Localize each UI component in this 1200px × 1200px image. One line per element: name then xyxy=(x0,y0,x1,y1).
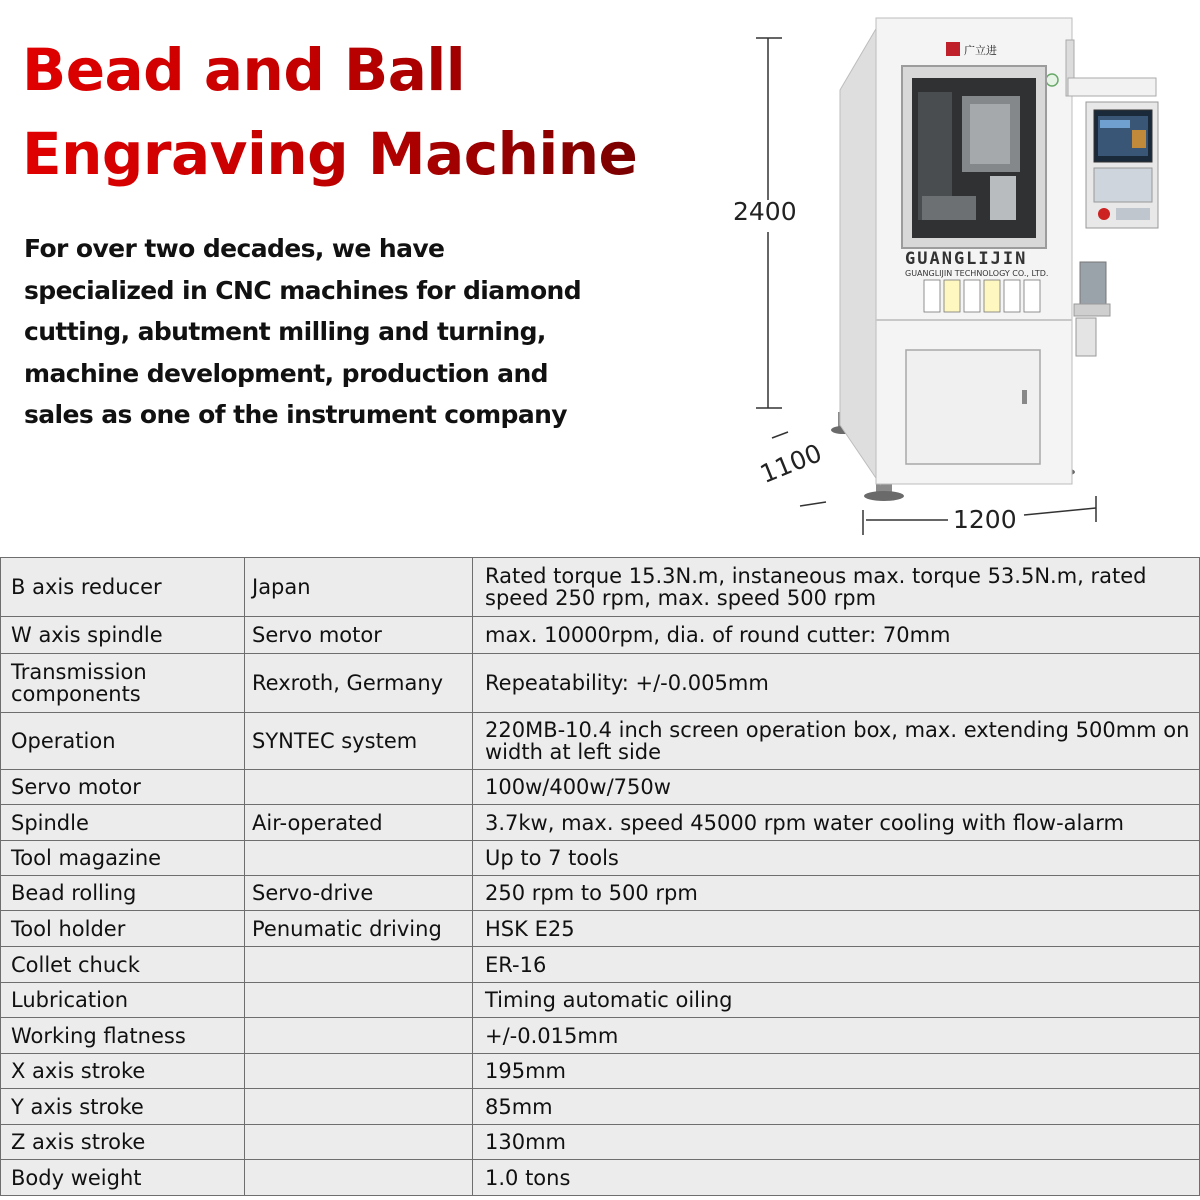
specs-table-body xyxy=(1,558,1200,1196)
spec-source xyxy=(245,1089,473,1125)
spec-row xyxy=(1,947,1200,983)
control-panel xyxy=(1086,102,1158,228)
spec-row xyxy=(1,841,1200,876)
spec-source: Servo motor xyxy=(245,617,473,654)
page-title xyxy=(22,28,637,196)
spec-item: Bead rolling xyxy=(1,876,245,911)
spec-source xyxy=(245,1018,473,1054)
spec-detail: 220MB-10.4 inch screen operation box, max. extending 500mm on width at left side xyxy=(473,713,1200,770)
dimension-depth-label: 1100 xyxy=(756,438,826,489)
cabinet-door xyxy=(906,350,1040,464)
spec-detail: ER-16 xyxy=(473,947,1200,983)
spec-row xyxy=(1,558,1200,617)
spec-detail: 100w/400w/750w xyxy=(473,770,1200,805)
status-light xyxy=(1046,74,1058,86)
spec-row xyxy=(1,770,1200,805)
spec-row xyxy=(1,654,1200,713)
spec-item: Tool holder xyxy=(1,911,245,947)
spec-item: Lubrication xyxy=(1,983,245,1018)
spec-detail: 85mm xyxy=(473,1089,1200,1125)
spec-detail: 195mm xyxy=(473,1054,1200,1089)
spec-row xyxy=(1,1018,1200,1054)
spec-row xyxy=(1,983,1200,1018)
machine-illustration xyxy=(750,15,1200,545)
spec-item: Transmission components xyxy=(1,654,245,713)
spec-source: Servo-drive xyxy=(245,876,473,911)
spec-source: SYNTEC system xyxy=(245,713,473,770)
spec-detail: +/-0.015mm xyxy=(473,1018,1200,1054)
title-line-2: Engraving Machine xyxy=(22,120,638,188)
dimension-width-label: 1200 xyxy=(953,505,1017,534)
spec-row xyxy=(1,1160,1200,1196)
spec-item: Collet chuck xyxy=(1,947,245,983)
brand-logo xyxy=(946,42,960,56)
spec-row xyxy=(1,1125,1200,1160)
spec-detail: 130mm xyxy=(473,1125,1200,1160)
spec-source xyxy=(245,841,473,876)
spec-detail: Repeatability: +/-0.005mm xyxy=(473,654,1200,713)
spec-detail: max. 10000rpm, dia. of round cutter: 70mm xyxy=(473,617,1200,654)
spec-item: Z axis stroke xyxy=(1,1125,245,1160)
spec-item: Spindle xyxy=(1,805,245,841)
spec-item: W axis spindle xyxy=(1,617,245,654)
spec-row xyxy=(1,617,1200,654)
spec-item: Operation xyxy=(1,713,245,770)
title-line-1: Bead and Ball xyxy=(22,36,466,104)
spec-detail: 250 rpm to 500 rpm xyxy=(473,876,1200,911)
spec-detail: Timing automatic oiling xyxy=(473,983,1200,1018)
spec-item: Body weight xyxy=(1,1160,245,1196)
spec-source: Rexroth, Germany xyxy=(245,654,473,713)
spec-source: Air-operated xyxy=(245,805,473,841)
spec-source xyxy=(245,947,473,983)
spec-detail: 1.0 tons xyxy=(473,1160,1200,1196)
spec-item: Tool magazine xyxy=(1,841,245,876)
spec-source: Penumatic driving xyxy=(245,911,473,947)
spec-source xyxy=(245,770,473,805)
specs-table xyxy=(0,557,1200,1196)
spec-source: Japan xyxy=(245,558,473,617)
spec-source xyxy=(245,1054,473,1089)
handheld-pendant xyxy=(1076,318,1096,356)
brand-name: GUANGLIJIN xyxy=(905,249,1028,269)
spec-item: X axis stroke xyxy=(1,1054,245,1089)
spec-row xyxy=(1,876,1200,911)
spec-item: Servo motor xyxy=(1,770,245,805)
dimension-height-label: 2400 xyxy=(733,197,797,226)
spec-row xyxy=(1,911,1200,947)
company-plate: GUANGLIJIN TECHNOLOGY CO., LTD. xyxy=(905,269,1049,278)
spec-row xyxy=(1,805,1200,841)
spec-row xyxy=(1,1089,1200,1125)
spec-detail: Rated torque 15.3N.m, instaneous max. torque 53.5N.m, rated speed 250 rpm, max. speed 500 rpm xyxy=(473,558,1200,617)
spec-detail: 3.7kw, max. speed 45000 rpm water cooling with flow-alarm xyxy=(473,805,1200,841)
spec-source xyxy=(245,1160,473,1196)
spec-item: Y axis stroke xyxy=(1,1089,245,1125)
company-intro: For over two decades, we have specialized in CNC machines for diamond cutting, abutment milling and turning, machine development, production and sales as one of the instrument company xyxy=(24,234,582,429)
spec-item: B axis reducer xyxy=(1,558,245,617)
spec-source xyxy=(245,1125,473,1160)
brand-mark: 广立进 xyxy=(964,44,997,57)
spec-detail: HSK E25 xyxy=(473,911,1200,947)
spec-detail: Up to 7 tools xyxy=(473,841,1200,876)
spec-item: Working flatness xyxy=(1,1018,245,1054)
spec-row xyxy=(1,713,1200,770)
spec-source xyxy=(245,983,473,1018)
spec-row xyxy=(1,1054,1200,1089)
